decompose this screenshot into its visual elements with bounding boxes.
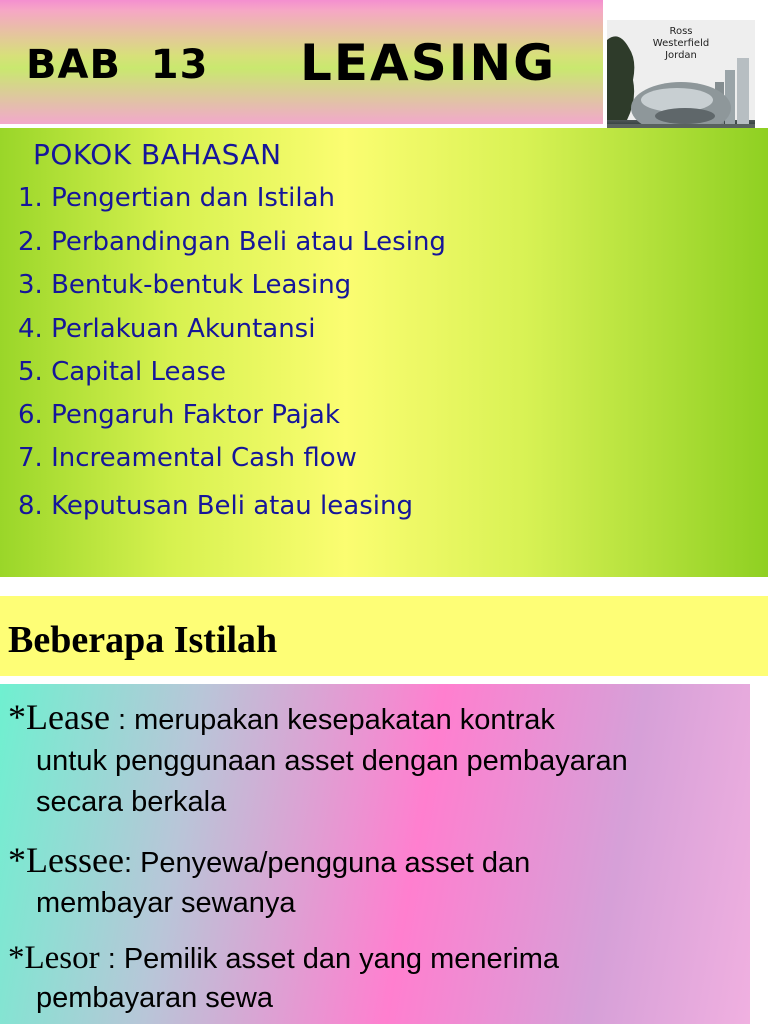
book-author-westerfield: Westerfield [652, 38, 710, 49]
topic-item: 2. Perbandingan Beli atau Lesing [18, 227, 446, 257]
term-separator: : [123, 847, 141, 879]
term-separator: : [99, 943, 124, 975]
definition-lessee [8, 839, 530, 881]
book-author-jordan: Jordan [665, 50, 697, 61]
definition-line: secara berkala [36, 786, 227, 818]
topic-item: 6. Pengaruh Faktor Pajak [18, 400, 340, 430]
chapter-number: BAB 13 [26, 42, 209, 88]
topic-item: 4. Perlakuan Akuntansi [18, 314, 316, 344]
definition-text: Penyewa/pengguna asset dan [140, 847, 531, 879]
topic-item: 5. Capital Lease [18, 357, 226, 387]
topic-item: 8. Keputusan Beli atau leasing [18, 491, 413, 521]
term-lease: *Lease [8, 697, 110, 737]
topic-item: 1. Pengertian dan Istilah [18, 183, 336, 213]
definition-line: membayar sewanya [36, 887, 296, 919]
chapter-title: LEASING [300, 34, 557, 92]
topic-item: 3. Bentuk-bentuk Leasing [18, 270, 352, 300]
term-separator: : [109, 704, 135, 736]
definition-lease [8, 696, 555, 738]
topics-heading: POKOK BAHASAN [33, 138, 282, 171]
definition-line: pembayaran sewa [36, 982, 273, 1014]
book-author-ross: Ross [669, 26, 693, 37]
term-lessee: *Lessee [8, 840, 124, 880]
definition-text: Pemilik asset dan yang menerima [123, 943, 560, 975]
definition-line: untuk penggunaan asset dengan pembayaran [36, 745, 628, 777]
definition-text: merupakan kesepakatan kontrak [134, 704, 555, 736]
definition-lesor [8, 940, 559, 977]
slide2-title: Beberapa Istilah [8, 619, 278, 661]
book-authors [607, 26, 755, 62]
topic-item: 7. Increamental Cash flow [18, 443, 357, 473]
term-lesor: *Lesor [8, 940, 100, 976]
